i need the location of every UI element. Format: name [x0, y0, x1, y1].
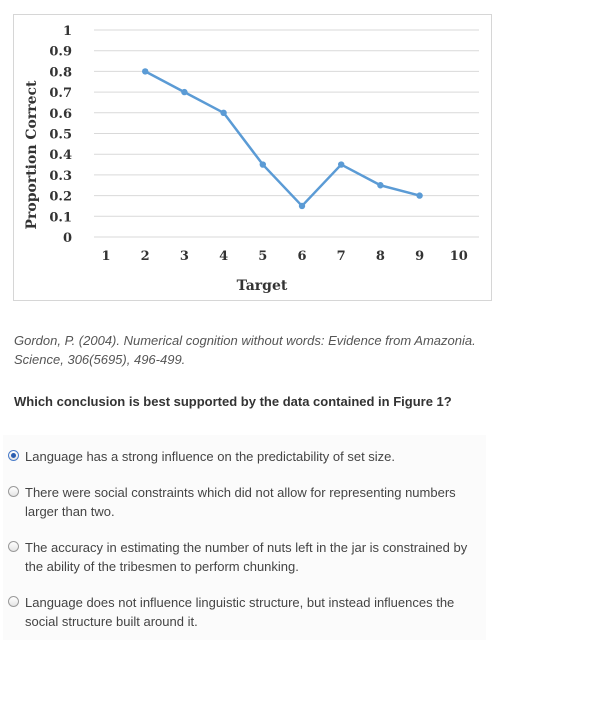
figure-chart: [13, 14, 492, 301]
data-point: [260, 161, 266, 167]
answer-option-label: Language does not influence linguistic structure, but instead influences the social structure built around it.: [25, 595, 455, 629]
x-tick-label: 8: [375, 249, 385, 264]
y-tick-label: 0.1: [49, 210, 72, 226]
y-axis-title: Proportion Correct: [24, 80, 40, 230]
y-tick-label: 0.5: [49, 127, 72, 143]
y-tick-label: 1: [62, 24, 72, 39]
y-tick-label: 0.3: [49, 168, 72, 184]
answer-option-label: Language has a strong influence on the predictability of set size.: [25, 449, 396, 464]
data-point: [377, 182, 383, 188]
radio-button[interactable]: [8, 450, 19, 461]
question-text: Which conclusion is best supported by the data contained in Figure 1?: [14, 394, 452, 409]
answer-options: [3, 435, 486, 640]
line-chart: [14, 15, 493, 302]
x-axis-title: Target: [236, 278, 288, 294]
answer-option-label: The accuracy in estimating the number of nuts left in the jar is constrained by the ability of the tribesmen to perform chunking.: [25, 540, 468, 574]
radio-button[interactable]: [8, 486, 19, 497]
data-point: [181, 89, 187, 95]
x-tick-label: 7: [336, 249, 346, 264]
x-tick-label: 9: [415, 249, 425, 264]
y-tick-label: 0.4: [49, 148, 72, 164]
x-tick-label: 3: [179, 249, 189, 264]
x-tick-label: 6: [297, 249, 307, 264]
y-tick-label: 0.8: [49, 65, 72, 81]
answer-option-label: There were social constraints which did not allow for representing numbers larger than two.: [25, 485, 456, 519]
x-tick-label: 5: [258, 249, 268, 264]
data-point: [142, 68, 148, 74]
y-tick-label: 0: [62, 231, 72, 246]
y-tick-label: 0.2: [49, 189, 72, 205]
data-point: [416, 192, 422, 198]
y-tick-label: 0.7: [49, 86, 72, 102]
y-tick-label: 0.9: [49, 44, 72, 60]
data-point: [220, 110, 226, 116]
data-point: [299, 203, 305, 209]
citation-text: Gordon, P. (2004). Numerical cognition without words: Evidence from Amazonia. Science, 306(5695), 496-499.: [14, 333, 476, 367]
radio-button[interactable]: [8, 596, 19, 607]
radio-button[interactable]: [8, 541, 19, 552]
x-tick-label: 2: [140, 249, 150, 264]
x-tick-label: 10: [449, 249, 468, 264]
x-tick-label: 1: [101, 249, 111, 264]
x-tick-label: 4: [219, 249, 229, 264]
data-point: [338, 161, 344, 167]
y-tick-label: 0.6: [49, 106, 72, 122]
